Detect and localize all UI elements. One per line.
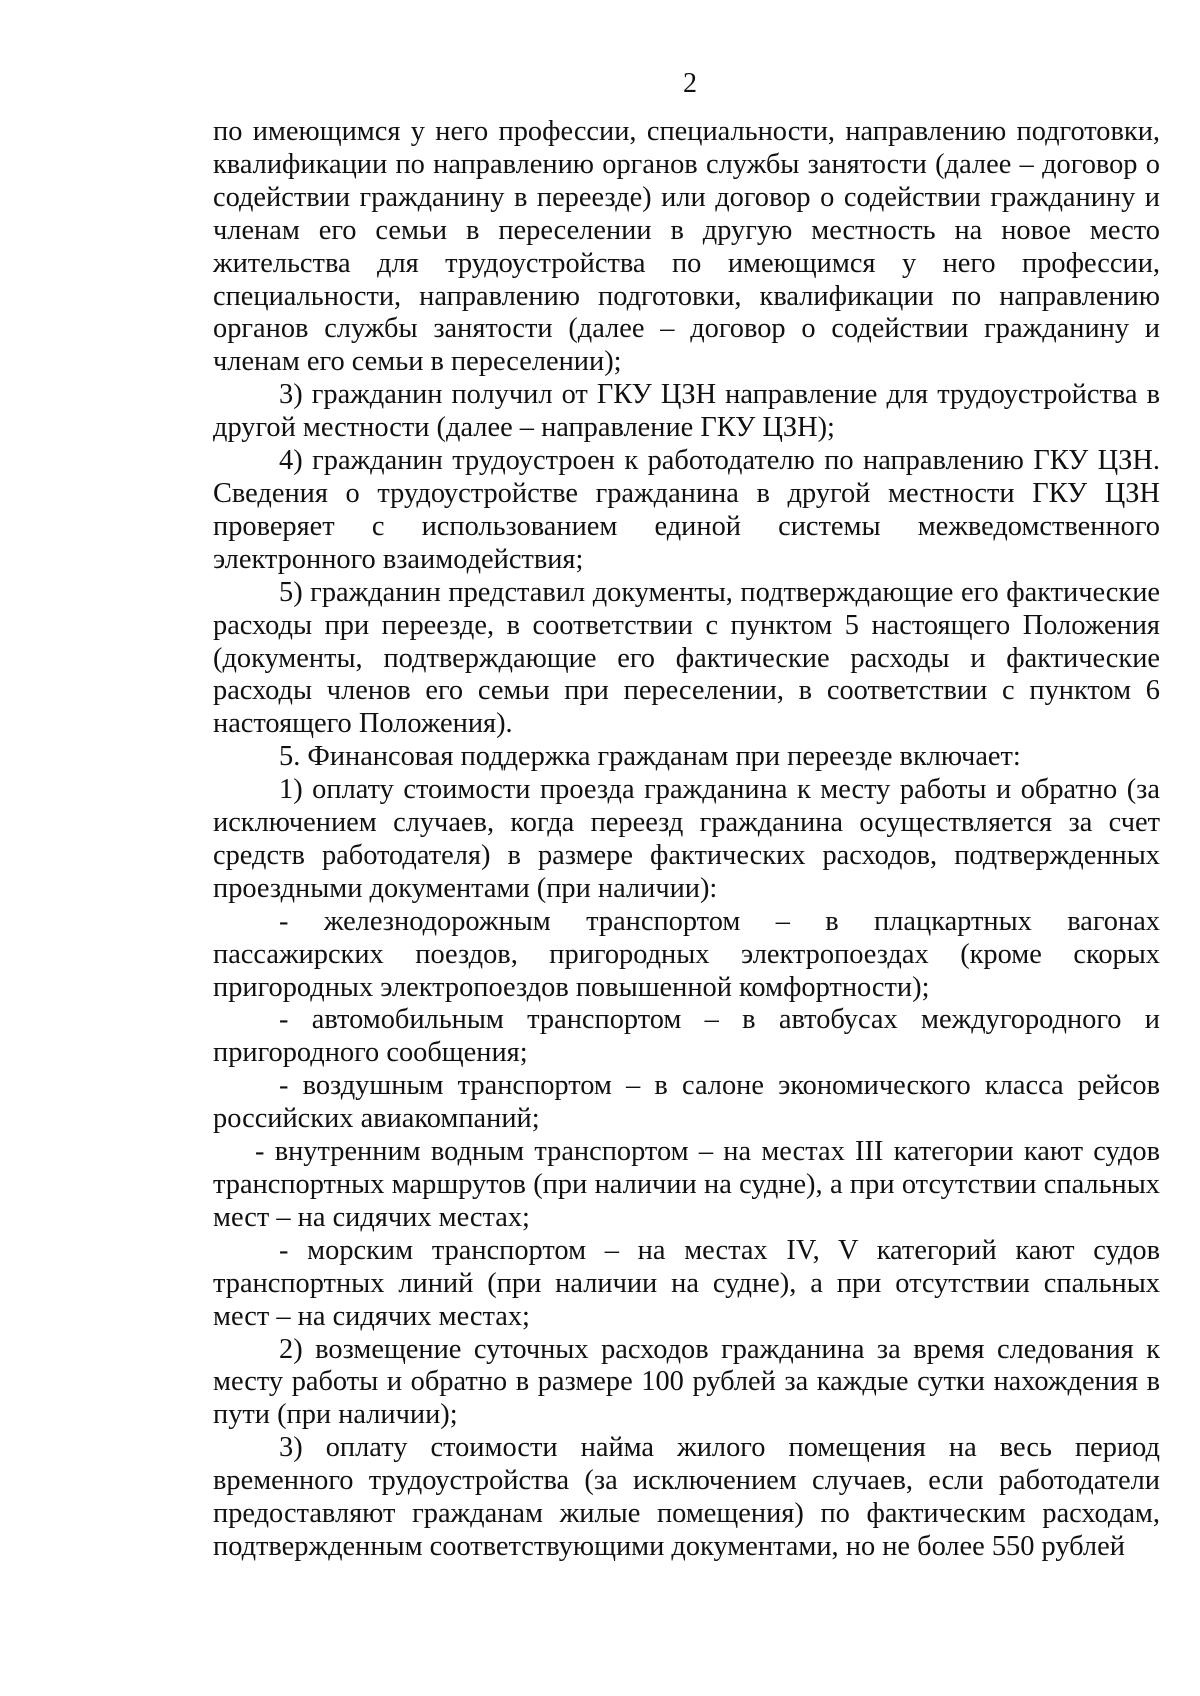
list-item-air: - воздушным транспортом – в салоне экономического класса рейсов российских авиакомпаний;	[213, 1070, 1160, 1135]
page-number: 2	[683, 68, 697, 99]
paragraph-subitem-2: 2) возмещение суточных расходов гражданина за время следования к месту работы и обратно в размере 100 рублей за каждые сутки нахождения в пути (при наличии);	[213, 1333, 1160, 1431]
paragraph-item-3: 3) гражданин получил от ГКУ ЦЗН направление для трудоустройства в другой местности (далее – направление ГКУ ЦЗН);	[213, 379, 1160, 444]
document-body	[213, 116, 1160, 1564]
paragraph-item-5: 5) гражданин представил документы, подтверждающие его фактические расходы при переезде, в соответствии с пунктом 5 настоящего Положения (документы, подтверждающие его фактические расходы и фактические расходы членов его семьи при переселении, в соответствии с пунктом 6 настоящего Положения).	[213, 576, 1160, 740]
paragraph-subitem-3: 3) оплату стоимости найма жилого помещения на весь период временного трудоустройства (за исключением случаев, если работодатели предоставляют гражданам жилые помещения) по фактическим расходам, подтвержденным соответствующими документами, но не более 550 рублей	[213, 1432, 1160, 1562]
list-item-inland-water: - внутренним водным транспортом – на местах III категории кают судов транспортных маршрутов (при наличии на судне), а при отсутствии спальных мест – на сидячих местах;	[213, 1136, 1160, 1233]
list-item-sea: - морским транспортом – на местах IV, V категорий кают судов транспортных линий (при наличии на судне), а при отсутствии спальных мест – на сидячих местах;	[213, 1234, 1160, 1332]
paragraph-continuation: по имеющимся у него профессии, специальности, направлению подготовки, квалификации по направлению органов службы занятости (далее – договор о содействии гражданину в переезде) или договор о содействии гражданину и членам его семьи в переселении в другую местность на новое место жительства для трудоустройства по имеющимся у него профессии, специальности, направлению подготовки, квалификации по направлению органов службы занятости (далее – договор о содействии гражданину и членам его семьи в переселении);	[213, 116, 1160, 378]
section-5-heading: 5. Финансовая поддержка гражданам при переезде включает:	[279, 741, 1021, 773]
list-item-railway: - железнодорожным транспортом – в плацкартных вагонах пассажирских поездов, пригородных электропоездах (кроме скорых пригородных электропоездов повышенной комфортности);	[213, 905, 1160, 1003]
paragraph-item-4: 4) гражданин трудоустроен к работодателю по направлению ГКУ ЦЗН. Сведения о трудоустройстве гражданина в другой местности ГКУ ЦЗН проверяет с использованием единой системы межведомственного электронного взаимодействия;	[213, 445, 1160, 575]
paragraph-subitem-1: 1) оплату стоимости проезда гражданина к месту работы и обратно (за исключением случаев, когда переезд гражданина осуществляется за счет средств работодателя) в размере фактических расходов, подтвержденных проездными документами (при наличии):	[213, 774, 1160, 904]
list-item-road: - автомобильным транспортом – в автобусах междугородного и пригородного сообщения;	[213, 1004, 1160, 1069]
